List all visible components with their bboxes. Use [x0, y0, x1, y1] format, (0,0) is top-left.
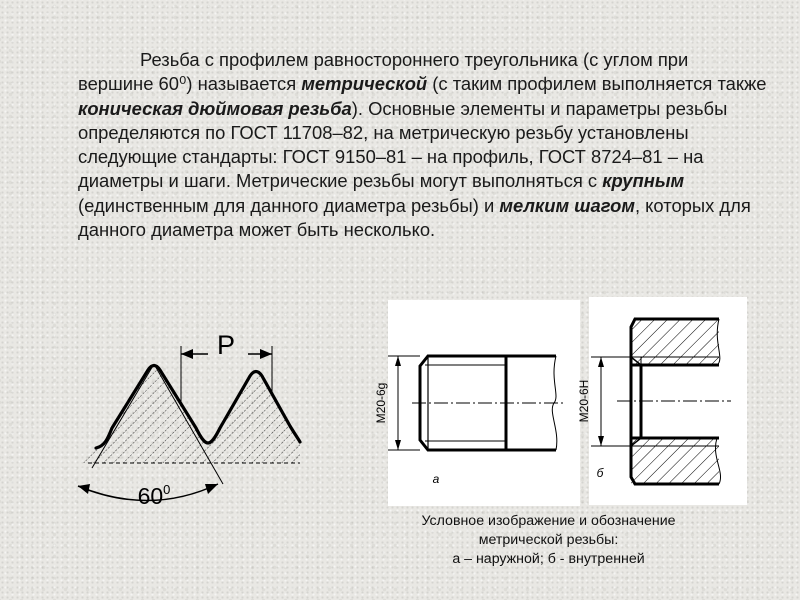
internal-thread-drawing	[575, 297, 747, 505]
internal-thread-letter: б	[596, 466, 604, 480]
paragraph-fragment: , которых для данного диаметра может быть несколько.	[78, 194, 751, 241]
main-paragraph	[78, 48, 768, 242]
caption-line-3: а – наружной; б - внутренней	[452, 551, 645, 567]
internal-thread-designation: М20-6H	[577, 379, 591, 423]
pitch-arrowhead-left	[181, 349, 193, 359]
emphasized-term: метрической	[301, 73, 428, 95]
angle-arrowhead-left	[78, 484, 90, 494]
angle-value: 60	[137, 483, 164, 509]
emphasized-term: крупным	[602, 170, 685, 192]
emphasized-term: мелким шагом	[499, 194, 635, 216]
angle-arrowhead-right	[205, 484, 218, 494]
pitch-label: P	[216, 330, 236, 360]
paragraph-fragment: Резьба с профилем равностороннего треугольника (с углом при вершине 60⁰) называется	[78, 49, 689, 95]
paragraph-fragment: (единственным для данного диаметра резьбы) и	[78, 194, 500, 216]
emphasized-term: коническая дюймовая резьба	[78, 97, 352, 119]
caption-line-2: метрической резьбы:	[478, 532, 619, 548]
caption-line-1: Условное изображение и обозначение	[421, 513, 676, 529]
paragraph-fragment: ). Основные элементы и параметры резьбы определяются по ГОСТ 11708–82, на метрическую резьбу установлены следующие стандарты: ГОСТ 9150–81 – на профиль, ГОСТ 8724–81 – на диаметры и шаги. Метрические резьбы могут выполняться с	[78, 97, 728, 192]
thread-profile-diagram	[60, 318, 320, 518]
angle-superscript: 0	[163, 482, 171, 497]
figure-caption	[386, 512, 711, 569]
section-hatch-bottom	[631, 438, 719, 484]
pitch-arrowhead-right	[260, 349, 272, 359]
external-thread-drawing	[368, 300, 580, 506]
external-thread-letter: а	[432, 472, 440, 486]
paragraph-text	[78, 49, 767, 240]
paragraph-fragment: (с таким профилем выполняется также	[427, 73, 767, 95]
thread-profile-body	[80, 366, 300, 464]
section-hatch-top	[631, 319, 719, 365]
angle-label	[138, 482, 171, 509]
external-thread-designation: М20-6g	[374, 382, 388, 424]
